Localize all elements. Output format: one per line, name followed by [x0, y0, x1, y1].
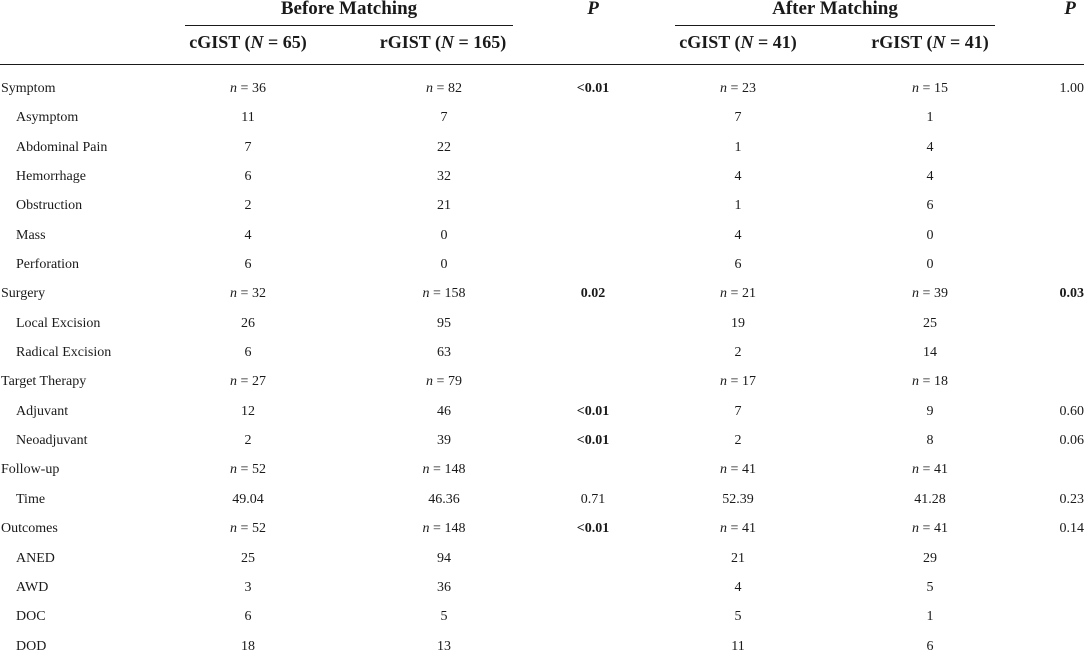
category-label: Symptom — [1, 81, 56, 96]
n-symbol: n — [230, 521, 238, 537]
n-symbol: N — [440, 32, 454, 52]
cgist-after-cell: 52.39 — [722, 491, 754, 507]
table-body — [0, 74, 1084, 661]
cgist-after-cell: 4 — [734, 169, 742, 185]
subcategory-label: DOC — [16, 609, 46, 625]
cgist-before-cell: 6 — [244, 345, 252, 361]
p-before-cell: 0.02 — [580, 286, 606, 302]
rgist-before-cell: 0 — [440, 257, 448, 273]
after-matching-rule — [675, 25, 995, 26]
n-symbol: n — [912, 81, 920, 96]
rgist-before-cell: 32 — [437, 169, 451, 185]
cgist-before-cell: 2 — [244, 198, 252, 214]
rgist-before-cell: 46 — [437, 403, 451, 419]
n-symbol: n — [230, 374, 238, 390]
rgist-after-cell: 6 — [926, 198, 934, 214]
cgist-after-cell: n = 41 — [720, 462, 756, 478]
n-symbol: n — [422, 521, 430, 537]
rgist-before-cell: 0 — [440, 227, 448, 243]
cgist-before-cell: 3 — [244, 579, 252, 595]
subcategory-label: Obstruction — [16, 198, 83, 214]
table-subrow — [0, 632, 1084, 661]
category-label: Target Therapy — [1, 374, 87, 390]
cgist-before-cell: 26 — [241, 315, 255, 331]
p-after-cell: 0.60 — [1059, 403, 1084, 419]
group-name: rGIST — [379, 32, 431, 52]
category-label: Surgery — [1, 286, 46, 302]
rgist-before-cell: n = 158 — [422, 286, 466, 302]
n-value: = 65 — [263, 32, 301, 52]
p-after-cell: 0.06 — [1059, 433, 1084, 449]
table-subrow — [0, 573, 1084, 602]
after-matching-heading: After Matching — [772, 0, 898, 19]
rgist-after-cell: 5 — [926, 579, 934, 595]
n-symbol: n — [230, 81, 238, 96]
rgist-after-cell: 9 — [926, 403, 934, 419]
n-symbol: n — [720, 374, 728, 390]
rgist-after-cell: 29 — [923, 550, 937, 566]
rgist-after-cell: n = 41 — [912, 521, 948, 537]
cgist-before-cell: n = 52 — [230, 462, 266, 478]
rgist-before-cell: 94 — [437, 550, 451, 566]
rgist-after-cell: 8 — [926, 433, 934, 449]
n-symbol: n — [230, 286, 238, 302]
n-symbol: n — [426, 81, 434, 96]
cgist-after-cell: 1 — [734, 198, 742, 214]
cgist-after-cell: n = 41 — [720, 521, 756, 537]
table-subrow — [0, 544, 1084, 573]
n-symbol: N — [740, 32, 754, 52]
cgist-before-cell: 7 — [244, 139, 252, 155]
subcategory-label: Radical Excision — [16, 345, 112, 361]
cgist-after-cell: 5 — [734, 609, 742, 625]
rgist-before-cell: 39 — [437, 433, 451, 449]
p-after-cell: 0.23 — [1059, 491, 1084, 507]
n-symbol: n — [912, 521, 920, 537]
p-heading-before: P — [587, 0, 599, 19]
cgist-before-cell: n = 52 — [230, 521, 266, 537]
rgist-before-cell: 46.36 — [428, 491, 460, 507]
table-subrow — [0, 103, 1084, 132]
cgist-before-cell: 12 — [241, 403, 255, 419]
n-value: = 41 — [945, 32, 983, 52]
rgist-after-cell: 0 — [926, 227, 934, 243]
table-subrow — [0, 485, 1084, 514]
header-rule — [0, 64, 1084, 65]
table-subrow — [0, 602, 1084, 631]
cgist-before-cell: 4 — [244, 227, 252, 243]
subcategory-label: AWD — [16, 579, 49, 595]
cgist-after-cell: 4 — [734, 227, 742, 243]
n-symbol: n — [426, 374, 434, 390]
p-before-cell: 0.71 — [580, 491, 606, 507]
rgist-after-cell: 0 — [926, 257, 934, 273]
subcategory-label: ANED — [16, 550, 55, 566]
group-name: cGIST — [189, 32, 240, 52]
n-symbol: n — [230, 462, 238, 478]
table-subrow — [0, 133, 1084, 162]
cgist-before-cell: 2 — [244, 433, 252, 449]
rgist-after-cell: n = 18 — [912, 374, 948, 390]
rgist-after-cell: 1 — [926, 110, 934, 126]
subheader-rgist-after: rGIST (N = 41) — [871, 32, 989, 52]
cgist-after-cell: 21 — [731, 550, 745, 566]
cgist-before-cell: n = 27 — [230, 374, 266, 390]
category-label: Outcomes — [1, 521, 58, 537]
n-symbol: n — [422, 462, 430, 478]
rgist-before-cell: 13 — [437, 638, 451, 654]
n-symbol: n — [720, 521, 728, 537]
group-name: cGIST — [679, 32, 730, 52]
cgist-before-cell: 49.04 — [232, 491, 264, 507]
subcategory-label: Local Excision — [16, 315, 101, 331]
subcategory-label: Neoadjuvant — [16, 433, 88, 449]
rgist-before-cell: 7 — [440, 110, 448, 126]
subcategory-label: Perforation — [16, 257, 79, 273]
rgist-before-cell: 63 — [437, 345, 451, 361]
before-matching-heading: Before Matching — [280, 0, 418, 19]
n-symbol: N — [932, 32, 946, 52]
table-subrow — [0, 162, 1084, 191]
n-symbol: n — [912, 462, 920, 478]
p-before-cell: <0.01 — [576, 81, 610, 96]
rgist-after-cell: n = 39 — [912, 286, 948, 302]
cgist-before-cell: 18 — [241, 638, 255, 654]
cgist-after-cell: 1 — [734, 139, 742, 155]
n-symbol: N — [250, 32, 264, 52]
cgist-before-cell: n = 32 — [230, 286, 266, 302]
rgist-before-cell: n = 82 — [426, 81, 462, 96]
n-symbol: n — [422, 286, 430, 302]
subcategory-label: Asymptom — [16, 110, 79, 126]
rgist-after-cell: 4 — [926, 139, 934, 155]
cgist-before-cell: 6 — [244, 169, 252, 185]
n-value: = 165 — [453, 32, 501, 52]
n-symbol: n — [720, 462, 728, 478]
n-symbol: n — [720, 81, 728, 96]
table-subrow — [0, 426, 1084, 455]
before-matching-rule — [185, 25, 513, 26]
cgist-after-cell: 2 — [734, 345, 742, 361]
table-row — [0, 279, 1084, 308]
rgist-after-cell: 1 — [926, 609, 934, 625]
rgist-before-cell: 5 — [440, 609, 448, 625]
subcategory-label: Adjuvant — [16, 403, 69, 419]
cgist-after-cell: 19 — [731, 315, 745, 331]
cgist-after-cell: 11 — [731, 638, 745, 654]
subheader-cgist-after: cGIST (N = 41) — [679, 32, 797, 52]
cgist-after-cell: 7 — [734, 403, 742, 419]
rgist-before-cell: 95 — [437, 315, 451, 331]
rgist-after-cell: n = 41 — [912, 462, 948, 478]
group-name: rGIST — [871, 32, 922, 52]
rgist-before-cell: n = 148 — [422, 462, 466, 478]
rgist-after-cell: 41.28 — [914, 491, 946, 507]
cgist-before-cell: 25 — [241, 550, 255, 566]
table-subrow — [0, 397, 1084, 426]
cgist-after-cell: 6 — [734, 257, 742, 273]
p-after-cell: 0.03 — [1059, 286, 1084, 302]
p-after-cell: 1.00 — [1059, 81, 1084, 96]
rgist-before-cell: 22 — [437, 139, 451, 155]
rgist-before-cell: n = 79 — [426, 374, 462, 390]
table-subrow — [0, 309, 1084, 338]
category-label: Follow-up — [1, 462, 60, 478]
n-symbol: n — [912, 286, 920, 302]
rgist-after-cell: 25 — [923, 315, 937, 331]
table-subrow — [0, 221, 1084, 250]
p-before-cell: <0.01 — [576, 403, 610, 419]
table-subrow — [0, 250, 1084, 279]
cgist-after-cell: n = 17 — [720, 374, 756, 390]
table-subrow — [0, 338, 1084, 367]
cgist-after-cell: 4 — [734, 579, 742, 595]
table-row — [0, 74, 1084, 103]
subcategory-label: Hemorrhage — [16, 169, 86, 185]
cgist-before-cell: n = 36 — [230, 81, 266, 96]
table-row — [0, 367, 1084, 396]
subcategory-label: Mass — [16, 227, 46, 243]
cgist-after-cell: n = 21 — [720, 286, 756, 302]
cgist-before-cell: 6 — [244, 609, 252, 625]
subheader-rgist-before: rGIST (N = 165) — [379, 32, 507, 52]
p-before-cell: <0.01 — [576, 521, 610, 537]
p-heading-after: P — [1064, 0, 1076, 19]
rgist-after-cell: 6 — [926, 638, 934, 654]
cgist-after-cell: 7 — [734, 110, 742, 126]
n-symbol: n — [912, 374, 920, 390]
n-symbol: n — [720, 286, 728, 302]
rgist-before-cell: 21 — [437, 198, 451, 214]
cgist-after-cell: 2 — [734, 433, 742, 449]
rgist-before-cell: 36 — [437, 579, 451, 595]
cgist-before-cell: 6 — [244, 257, 252, 273]
table-subrow — [0, 191, 1084, 220]
subcategory-label: Abdominal Pain — [16, 139, 108, 155]
cgist-after-cell: n = 23 — [720, 81, 756, 96]
rgist-after-cell: n = 15 — [912, 81, 948, 96]
p-before-cell: <0.01 — [576, 433, 610, 449]
rgist-after-cell: 4 — [926, 169, 934, 185]
table-row — [0, 455, 1084, 484]
rgist-after-cell: 14 — [923, 345, 937, 361]
subheader-cgist-before: cGIST (N = 65) — [189, 32, 307, 52]
rgist-before-cell: n = 148 — [422, 521, 466, 537]
subcategory-label: DOD — [16, 638, 47, 654]
subcategory-label: Time — [16, 491, 46, 507]
p-after-cell: 0.14 — [1059, 521, 1084, 537]
n-value: = 41 — [753, 32, 791, 52]
table-row — [0, 514, 1084, 543]
cgist-before-cell: 11 — [241, 110, 255, 126]
